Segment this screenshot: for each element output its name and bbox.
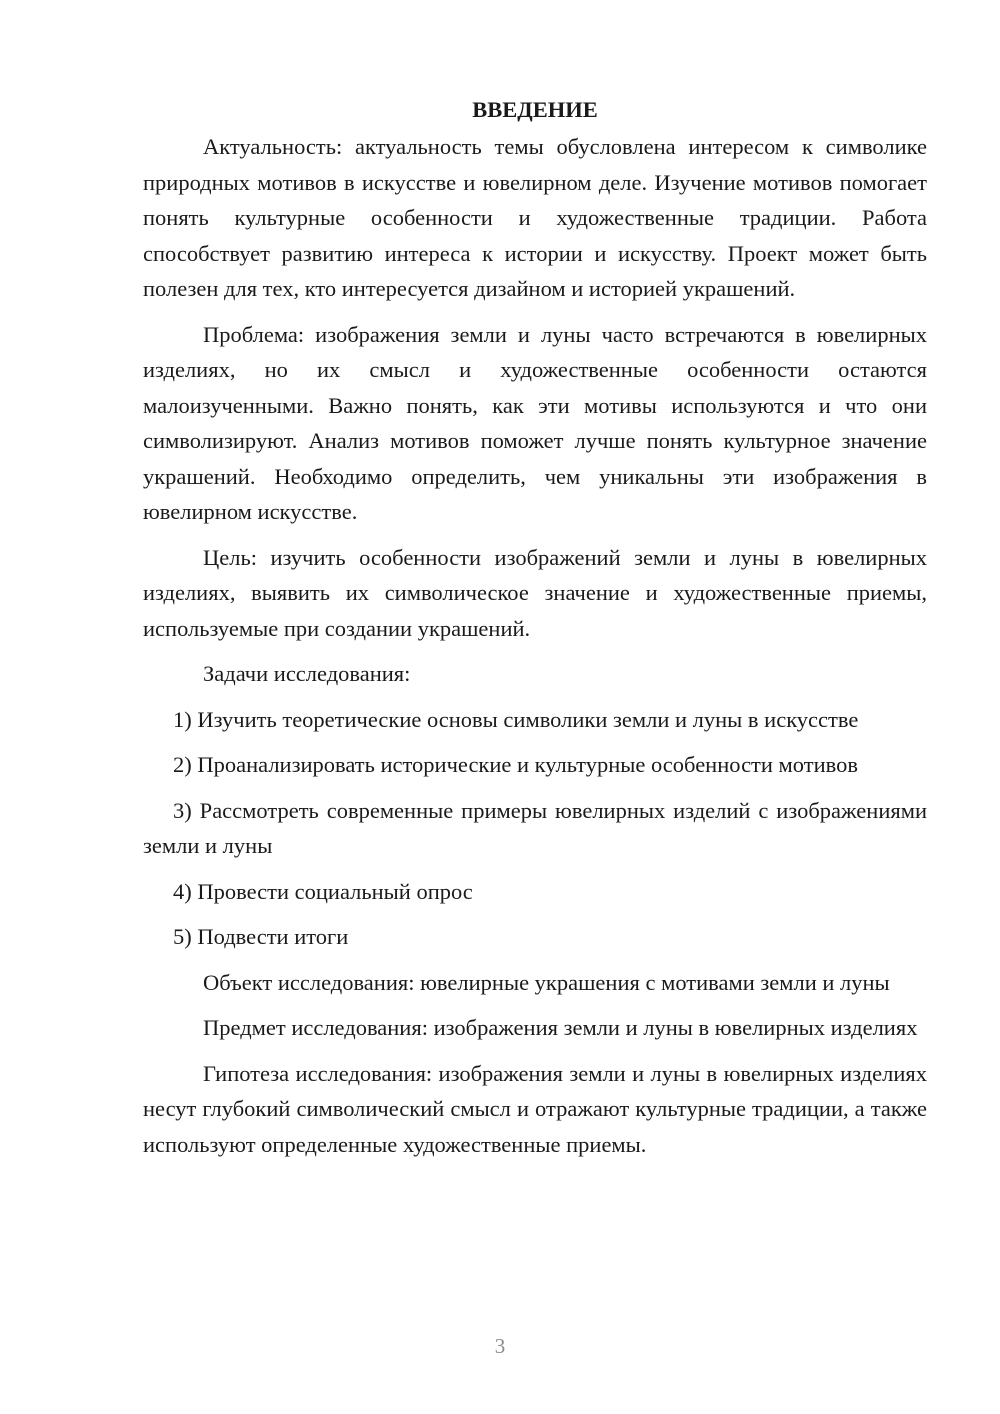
goal-paragraph: Цель: изучить особенности изображений земли и луны в ювелирных изделиях, выявить их символическое значение и художественные приемы, используемые при создании украшений. [143, 544, 927, 641]
tasks-list [143, 702, 927, 955]
hypothesis-paragraph: Гипотеза исследования: изображения земли и луны в ювелирных изделиях несут глубокий символический смысл и отражают культурные традиции, а также используют определенные художественные приемы. [143, 1060, 927, 1157]
object-paragraph: Объект исследования: ювелирные украшения с мотивами земли и луны [203, 969, 890, 995]
page-number: 3 [494, 1334, 506, 1358]
subject-paragraph: Предмет исследования: изображения земли и луны в ювелирных изделиях [203, 1015, 918, 1040]
tasks-heading: Задачи исследования: [203, 661, 411, 686]
task-item-1: 1) Изучить теоретические основы символики земли и луны в искусстве [173, 706, 859, 732]
task-item-5: 5) Подвести итоги [173, 924, 349, 949]
relevance-paragraph: Актуальность: актуальность темы обусловлена интересом к символике природных мотивов в искусстве и ювелирном деле. Изучение мотивов помогает понять культурные особенности и художественные традиции. Работа способствует развитию интереса к истории и искусству. Проект может быть полезен для тех, кто интересуется дизайном и историей украшений. [143, 134, 927, 301]
section-title: ВВЕДЕНИЕ [472, 97, 598, 122]
task-item-3: 3) Рассмотреть современные примеры ювелирных изделий с изображениями земли и луны [143, 797, 927, 858]
document-page [143, 92, 927, 1172]
problem-paragraph: Проблема: изображения земли и луны часто встречаются в ювелирных изделиях, но их смысл и художественные особенности остаются малоизученными. Важно понять, как эти мотивы используются и что они символизируют. Анализ мотивов поможет лучше понять культурное значение украшений. Необходимо определить, чем уникальны эти изображения в ювелирном искусстве. [143, 321, 927, 524]
task-item-4: 4) Провести социальный опрос [173, 878, 473, 904]
task-item-2: 2) Проанализировать исторические и культурные особенности мотивов [173, 752, 858, 777]
